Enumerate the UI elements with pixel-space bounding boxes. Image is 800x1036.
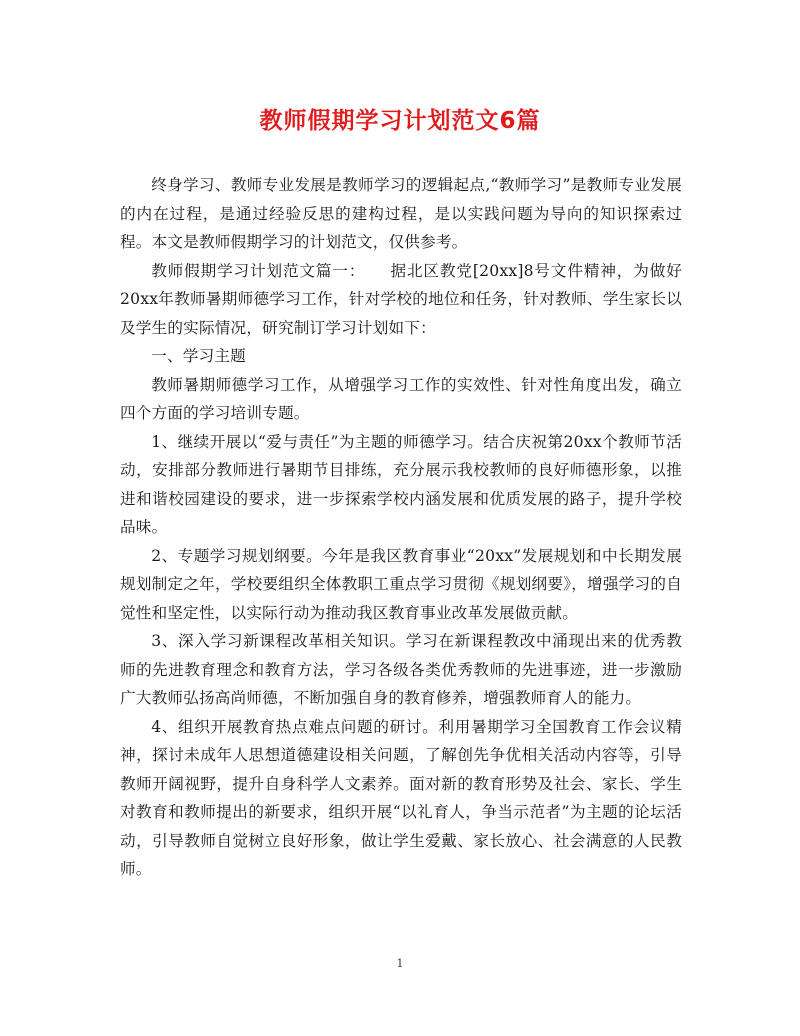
paragraph-intro: 终身学习、教师专业发展是教师学习的逻辑起点,“教师学习”是教师专业发展的内在过程，是通过经验反思的建构过程，是以实践问题为导向的知识探索过程。本文是教师假期学习的计划范文，仅供参考。	[120, 176, 682, 251]
paragraph-study-overview: 教师暑期师德学习工作，从增强学习工作的实效性、针对性角度出发，确立四个方面的学习培训专题。	[120, 375, 682, 422]
section-heading-study-theme: 一、学习主题	[151, 347, 246, 365]
document-body	[120, 171, 682, 884]
paragraph-item-2: 2、专题学习规划纲要。今年是我区教育事业“20xx”发展规划和中长期发展规划制定之年，学校要组织全体教职工重点学习贯彻《规划纲要》，增强学习的自觉性和坚定性，以实际行动为推动我区教育事业改革发展做贡献。	[120, 546, 682, 622]
paragraph-item-4: 4、组织开展教育热点难点问题的研讨。利用暑期学习全国教育工作会议精神，探讨未成年人思想道德建设相关问题，了解创先争优相关活动内容等，引导教师开阔视野，提升自身科学人文素养。面对新的教育形势及社会、家长、学生对教育和教师提出的新要求，组织开展“以礼育人，争当示范者”为主题的论坛活动，引导教师自觉树立良好形象，做让学生爱戴、家长放心、社会满意的人民教师。	[120, 717, 682, 878]
paragraph-item-3: 3、深入学习新课程改革相关知识。学习在新课程教改中涌现出来的优秀教师的先进教育理念和教育方法，学习各级各类优秀教师的先进事迹，进一步激励广大教师弘扬高尚师德，不断加强自身的教育修养，增强教师育人的能力。	[120, 632, 682, 707]
paragraph-item-1: 1、继续开展以“爱与责任”为主题的师德学习。结合庆祝第20xx个教师节活动，安排部分教师进行暑期节目排练，充分展示我校教师的良好师德形象，以推进和谐校园建设的要求，进一步探索学校内涵发展和优质发展的路子，提升学校品味。	[120, 432, 682, 536]
page-number: 1	[396, 957, 404, 970]
document-title: 教师假期学习计划范文6篇	[259, 108, 541, 134]
paragraph-plan-one: 教师假期学习计划范文篇一： 据北区教党[20xx]8号文件精神，为做好20xx年教师暑期师德学习工作，针对学校的地位和任务，针对教师、学生家长以及学生的实际情况，研究制订学习计划如下：	[120, 261, 682, 337]
